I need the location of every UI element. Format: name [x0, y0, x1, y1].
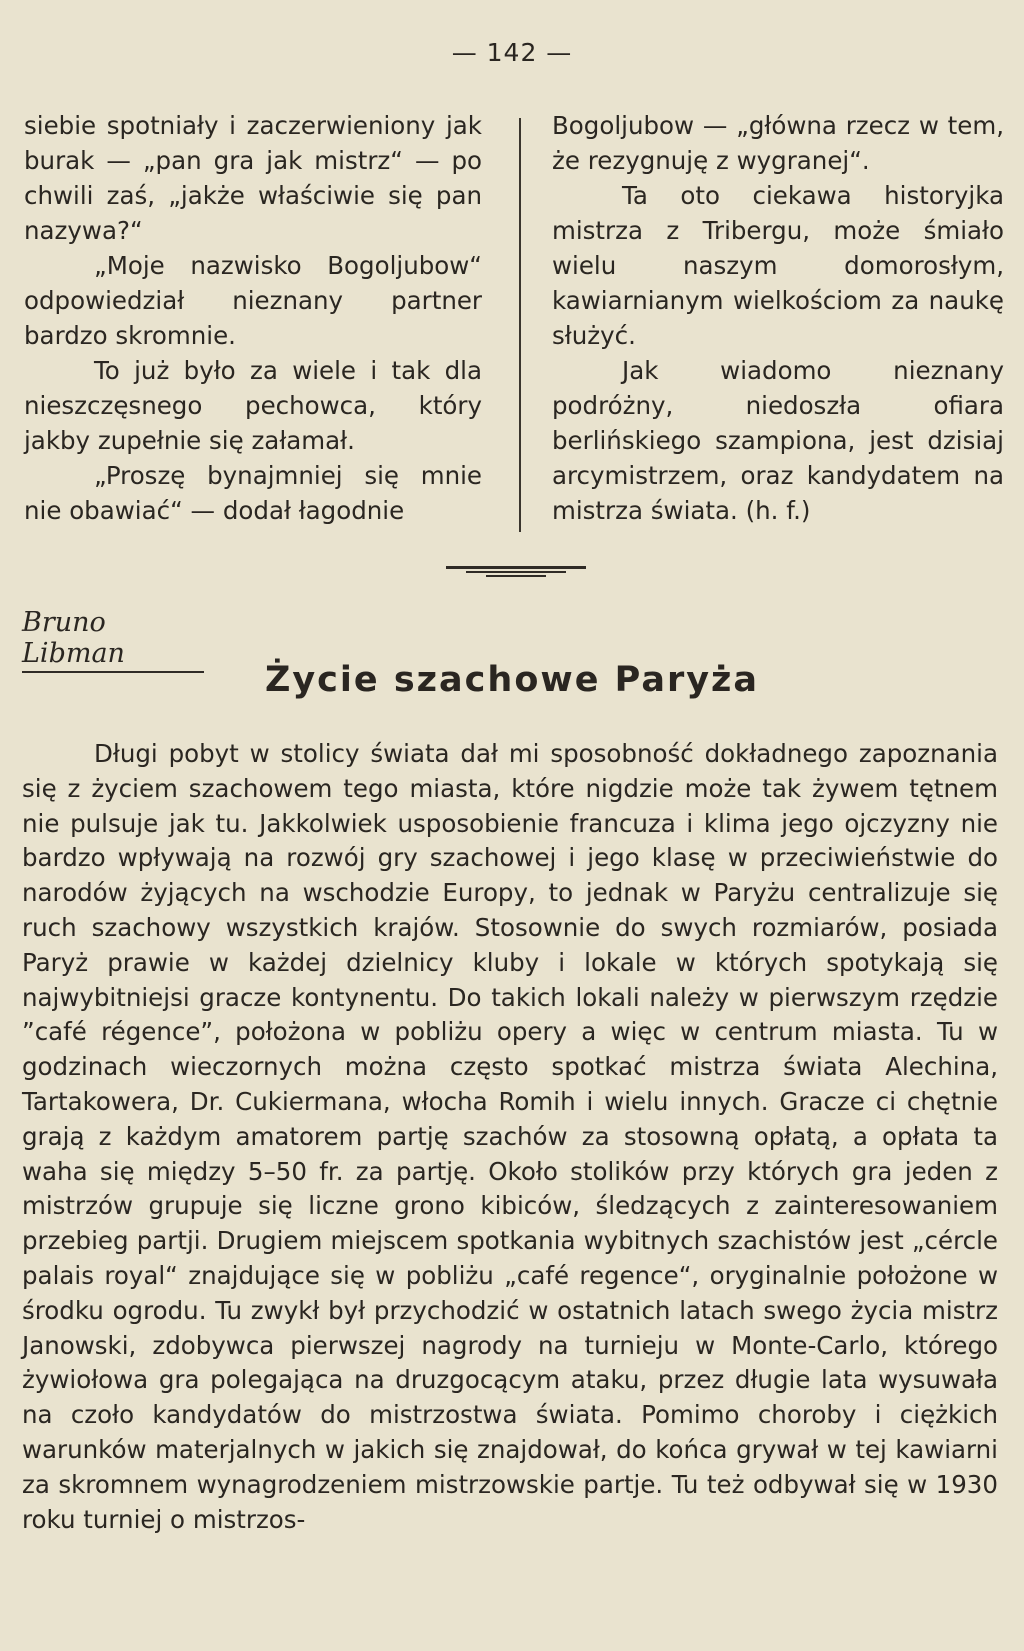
page-number: — 142 — [451, 38, 573, 67]
right-paragraph: Ta oto ciekawa historyjka mistrza z Tribergu, może śmiało wielu naszym domorosłym, kawiarnianym wielkościom za naukę służyć. [552, 181, 1004, 350]
article-body [22, 737, 998, 1537]
left-column [24, 108, 482, 528]
article-title: Życie szachowe Paryża [264, 660, 760, 700]
section-divider-ornament [446, 566, 586, 580]
left-paragraph: siebie spotniały i zaczerwieniony jak burak — „pan gra jak mistrz“ — po chwili zaś, „jakże właściwie się pan nazywa?“ [24, 111, 482, 245]
article-author: Bruno Libman [22, 607, 204, 673]
left-paragraph: To już było za wiele i tak dla nieszczęsnego pechowca, który jakby zupełnie się załamał. [24, 356, 482, 455]
right-paragraph: Jak wiadomo nieznany podróżny, niedoszła ofiara berlińskiego szampiona, jest dzisiaj arcymistrzem, oraz kandydatem na mistrza świata. (h. f.) [552, 356, 1004, 525]
left-paragraph: „Moje nazwisko Bogoljubow“ odpowiedział nieznany partner bardzo skromnie. [24, 251, 482, 350]
article-paragraph: Długi pobyt w stolicy świata dał mi sposobność dokładnego zapoznania się z życiem szachowem tego miasta, które nigdzie może tak żywem tętnem nie pulsuje jak tu. Jakkolwiek usposobienie francuza i klima jego ojczyzny nie bardzo wpływają na rozwój gry szachowej i jego klasę w przeciwieństwie do narodów żyjących na wschodzie Europy, to jednak w Paryżu centralizuje się ruch szachowy wszystkich krajów. Stosownie do swych rozmiarów, posiada Paryż prawie w każdej dzielnicy kluby i lokale w których spotykają się najwybitniejsi gracze kontynentu. Do takich lokali należy w pierwszym rzędzie ”café régence”, położona w pobliżu opery a więc w centrum miasta. Tu w godzinach wieczornych można często spotkać mistrza świata Alechina, Tartakowera, Dr. Cukiermana, włocha Romih i wielu innych. Gracze ci chętnie grają z każdym amatorem partję szachów za stosowną opłatą, a opłata ta waha się między 5–50 fr. za partję. Około stolików przy których gra jeden z mistrzów grupuje się liczne grono kibiców, śledzących z zainteresowaniem przebieg partji. Drugiem miejscem spotkania wybitnych szachistów jest „cércle palais royal“ znajdujące się w pobliżu „café regence“, oryginalnie położone w środku ogrodu. Tu zwykł był przychodzić w ostatnich latach swego życia mistrz Janowski, zdobywca pierwszej nagrody na turnieju w Monte-Carlo, którego żywiołowa gra polegająca na druzgocącym ataku, przez długie lata wysuwała na czoło kandydatów do mistrzostwa świata. Pomimo choroby i ciężkich warunków materjalnych w jakich się znajdował, do końca grywał w tej kawiarni za skromnem wynagrodzeniem mistrzowskie partje. Tu też odbywał się w 1930 roku turniej o mistrzos- [22, 739, 998, 1534]
right-paragraph: Bogoljubow — „główna rzecz w tem, że rezygnuję z wygranej“. [552, 111, 1004, 175]
right-column [552, 108, 1004, 528]
column-divider [519, 118, 521, 532]
left-paragraph: „Proszę bynajmniej się mnie nie obawiać“ — dodał łagodnie [24, 461, 482, 525]
